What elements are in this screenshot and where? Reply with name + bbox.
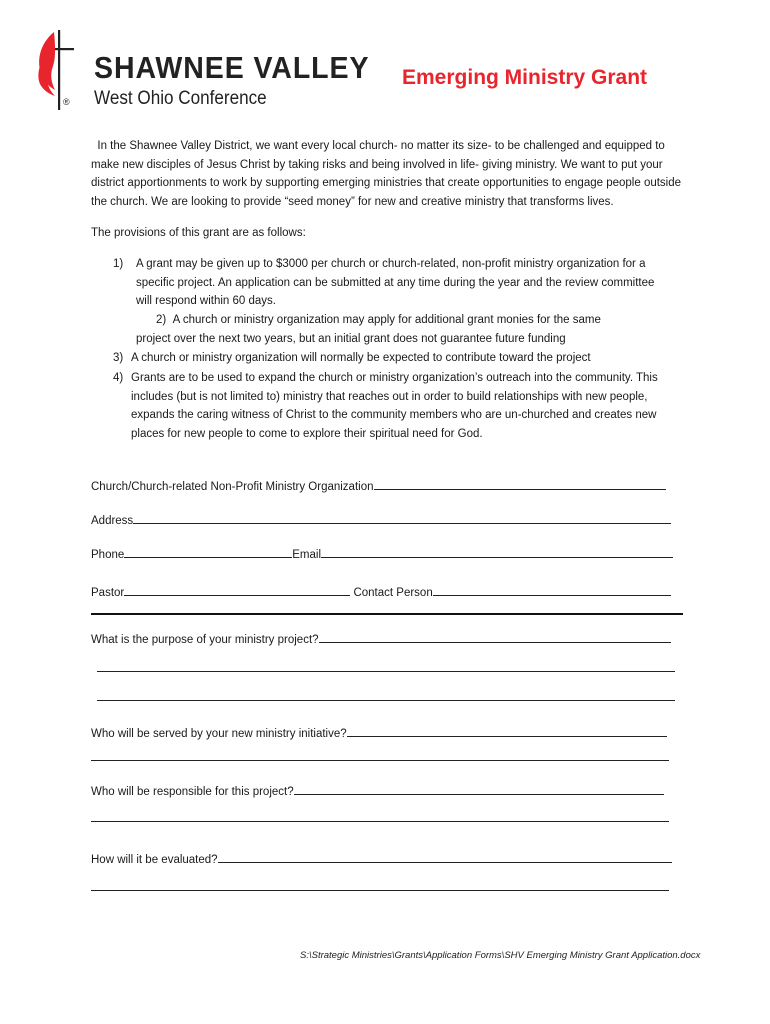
- intro-text: In the Shawnee Valley District, we want every local church- no matter its size- to be challenged and equipped to make new disciples of Jesus Christ by taking risks and being involved in life- giving ministry. We want to put your district apportionments to work by supporting emerging ministries that create opportunities to engage people outside the church. We are looking to provide “seed money” for new and creative ministry that transforms lives.: [91, 140, 682, 208]
- provision-text: A church or ministry organization will normally be expected to contribute toward the project: [131, 352, 591, 364]
- email-label: Email: [292, 549, 322, 561]
- registered-mark: ®: [63, 97, 70, 107]
- organization-field[interactable]: [91, 477, 666, 495]
- question-responsible[interactable]: [91, 782, 664, 800]
- question-responsible-label: Who will be responsible for this project?: [91, 786, 294, 798]
- provision-number: 1): [113, 258, 124, 270]
- provision-text: Grants are to be used to expand the church or ministry organization’s outreach into the community. This includes (but is not limited to) ministry that reaches out in order to build relationships with new people, expands the caring witness of Christ to the community members who are un-churched and creates new places for new people to come to explore their spiritual need for God.: [131, 372, 658, 440]
- cross-and-flame-icon: [34, 30, 80, 110]
- provisions-heading: The provisions of this grant are as follows:: [91, 227, 306, 239]
- document-title: Emerging Ministry Grant: [402, 66, 648, 89]
- question-evaluated[interactable]: [91, 850, 672, 868]
- question-purpose[interactable]: [91, 630, 671, 648]
- answer-line[interactable]: [97, 671, 675, 672]
- phone-line[interactable]: [124, 545, 292, 558]
- section-divider: [91, 613, 683, 615]
- organization-label: Church/Church-related Non-Profit Ministry Organization: [91, 481, 374, 493]
- answer-line[interactable]: [91, 760, 669, 761]
- provision-number: 2): [156, 314, 167, 326]
- organization-line[interactable]: [374, 477, 666, 490]
- phone-email-field[interactable]: [91, 545, 673, 563]
- provision-text: [136, 311, 616, 348]
- pastor-label: Pastor: [91, 587, 125, 599]
- purpose-line[interactable]: [319, 630, 671, 643]
- served-line[interactable]: [347, 724, 667, 737]
- answer-line[interactable]: [91, 821, 669, 822]
- provision-number: 3): [113, 352, 124, 364]
- pastor-line[interactable]: [124, 583, 350, 596]
- provision-text: A grant may be given up to $3000 per church or church-related, non-profit ministry organization for a specific project. An application can be submitted at any time during the year and the review committee will respond within 60 days.: [136, 258, 655, 307]
- email-line[interactable]: [321, 545, 673, 558]
- intro-paragraph: [91, 137, 691, 211]
- provision-body: A church or ministry organization may apply for additional grant monies for the same project over the next two years, but an initial grant does not guarantee future funding: [136, 314, 601, 345]
- file-path-footer: S:\Strategic Ministries\Grants\Application Forms\SHV Emerging Ministry Grant Application.docx: [300, 950, 701, 961]
- question-purpose-label: What is the purpose of your ministry project?: [91, 634, 319, 646]
- address-line[interactable]: [133, 511, 671, 524]
- provision-number: 4): [113, 372, 124, 384]
- address-label: Address: [91, 515, 134, 527]
- contact-line[interactable]: [433, 583, 671, 596]
- evaluated-line[interactable]: [218, 850, 672, 863]
- conference-name: West Ohio Conference: [94, 88, 267, 109]
- question-evaluated-label: How will it be evaluated?: [91, 854, 218, 866]
- org-name: SHAWNEE VALLEY: [94, 50, 370, 85]
- question-served[interactable]: [91, 724, 667, 742]
- address-field[interactable]: [91, 511, 671, 529]
- question-served-label: Who will be served by your new ministry initiative?: [91, 728, 347, 740]
- responsible-line[interactable]: [294, 782, 664, 795]
- answer-line[interactable]: [97, 700, 675, 701]
- phone-label: Phone: [91, 549, 125, 561]
- contact-label: Contact Person: [350, 587, 433, 599]
- pastor-contact-field[interactable]: [91, 583, 671, 601]
- answer-line[interactable]: [91, 890, 669, 891]
